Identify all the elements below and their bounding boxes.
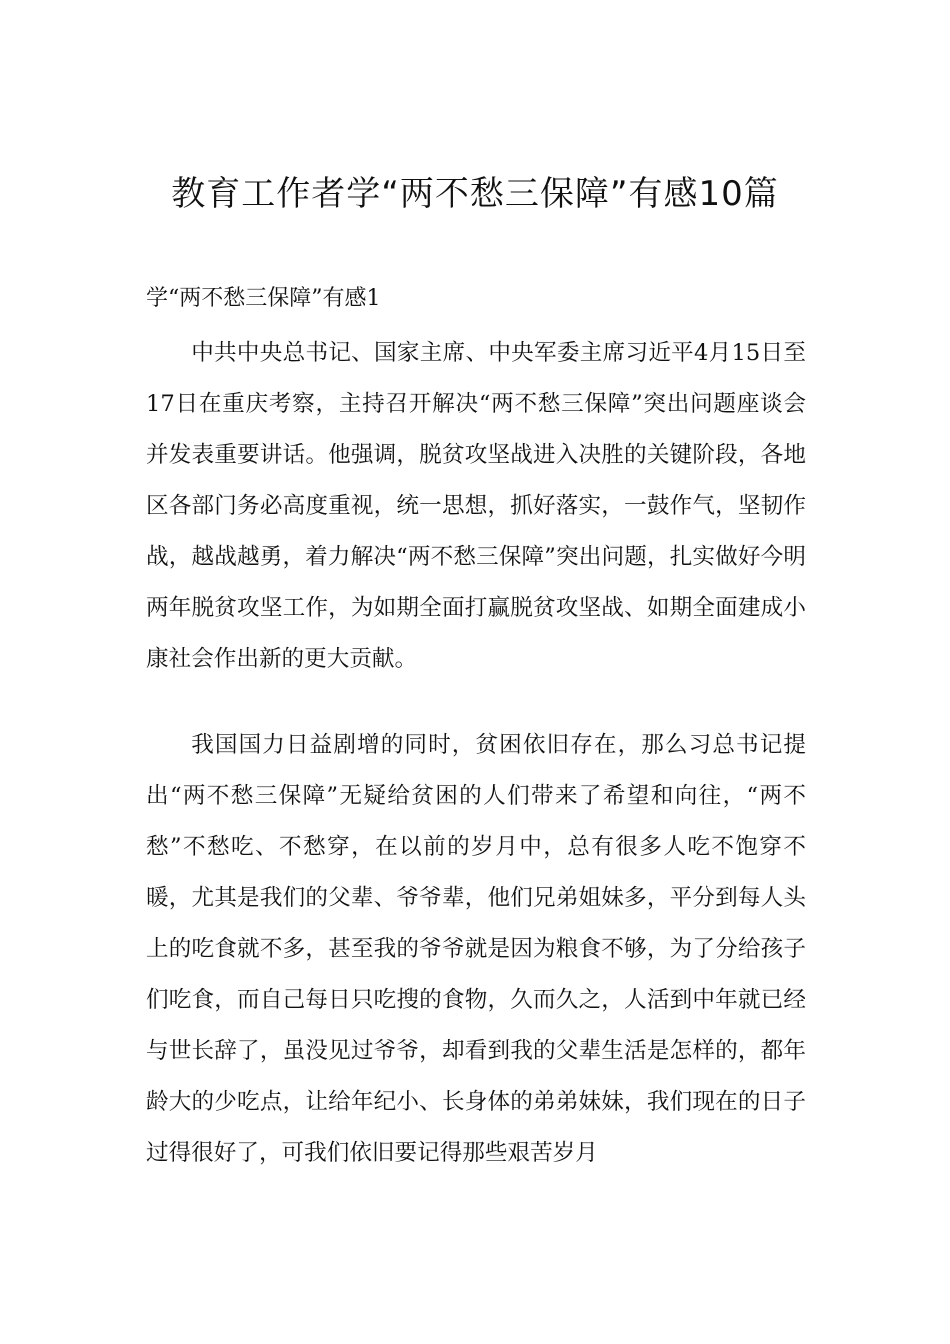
document-title: 教育工作者学“两不愁三保障”有感10篇 [171, 174, 779, 214]
paragraph-1: 中共中央总书记、国家主席、中央军委主席习近平4月15日至17日在重庆考察，主持召开解决“两不愁三保障”突出问题座谈会并发表重要讲话。他强调，脱贫攻坚战进入决胜的关键阶段，各地区各部门务必高度重视，统一思想，抓好落实，一鼓作气，坚韧作战，越战越勇，着力解决“两不愁三保障”突出问题，扎实做好今明两年脱贫攻坚工作，为如期全面打赢脱贫攻坚战、如期全面建成小康社会作出新的更大贡献。 [146, 340, 806, 672]
section-heading: 学“两不愁三保障”有感1 [146, 286, 381, 311]
paragraph-2: 我国国力日益剧增的同时，贫困依旧存在，那么习总书记提出“两不愁三保障”无疑给贫困的人们带来了希望和向往，“两不愁”不愁吃、不愁穿，在以前的岁月中，总有很多人吃不饱穿不暖，尤其是我们的父辈、爷爷辈，他们兄弟姐妹多，平分到每人头上的吃食就不多，甚至我的爷爷就是因为粮食不够，为了分给孩子们吃食，而自己每日只吃搜的食物，久而久之，人活到中年就已经与世长辞了，虽没见过爷爷，却看到我的父辈生活是怎样的，都年龄大的少吃点，让给年纪小、长身体的弟弟妹妹，我们现在的日子过得很好了，可我们依旧要记得那些艰苦岁月 [146, 732, 806, 1166]
